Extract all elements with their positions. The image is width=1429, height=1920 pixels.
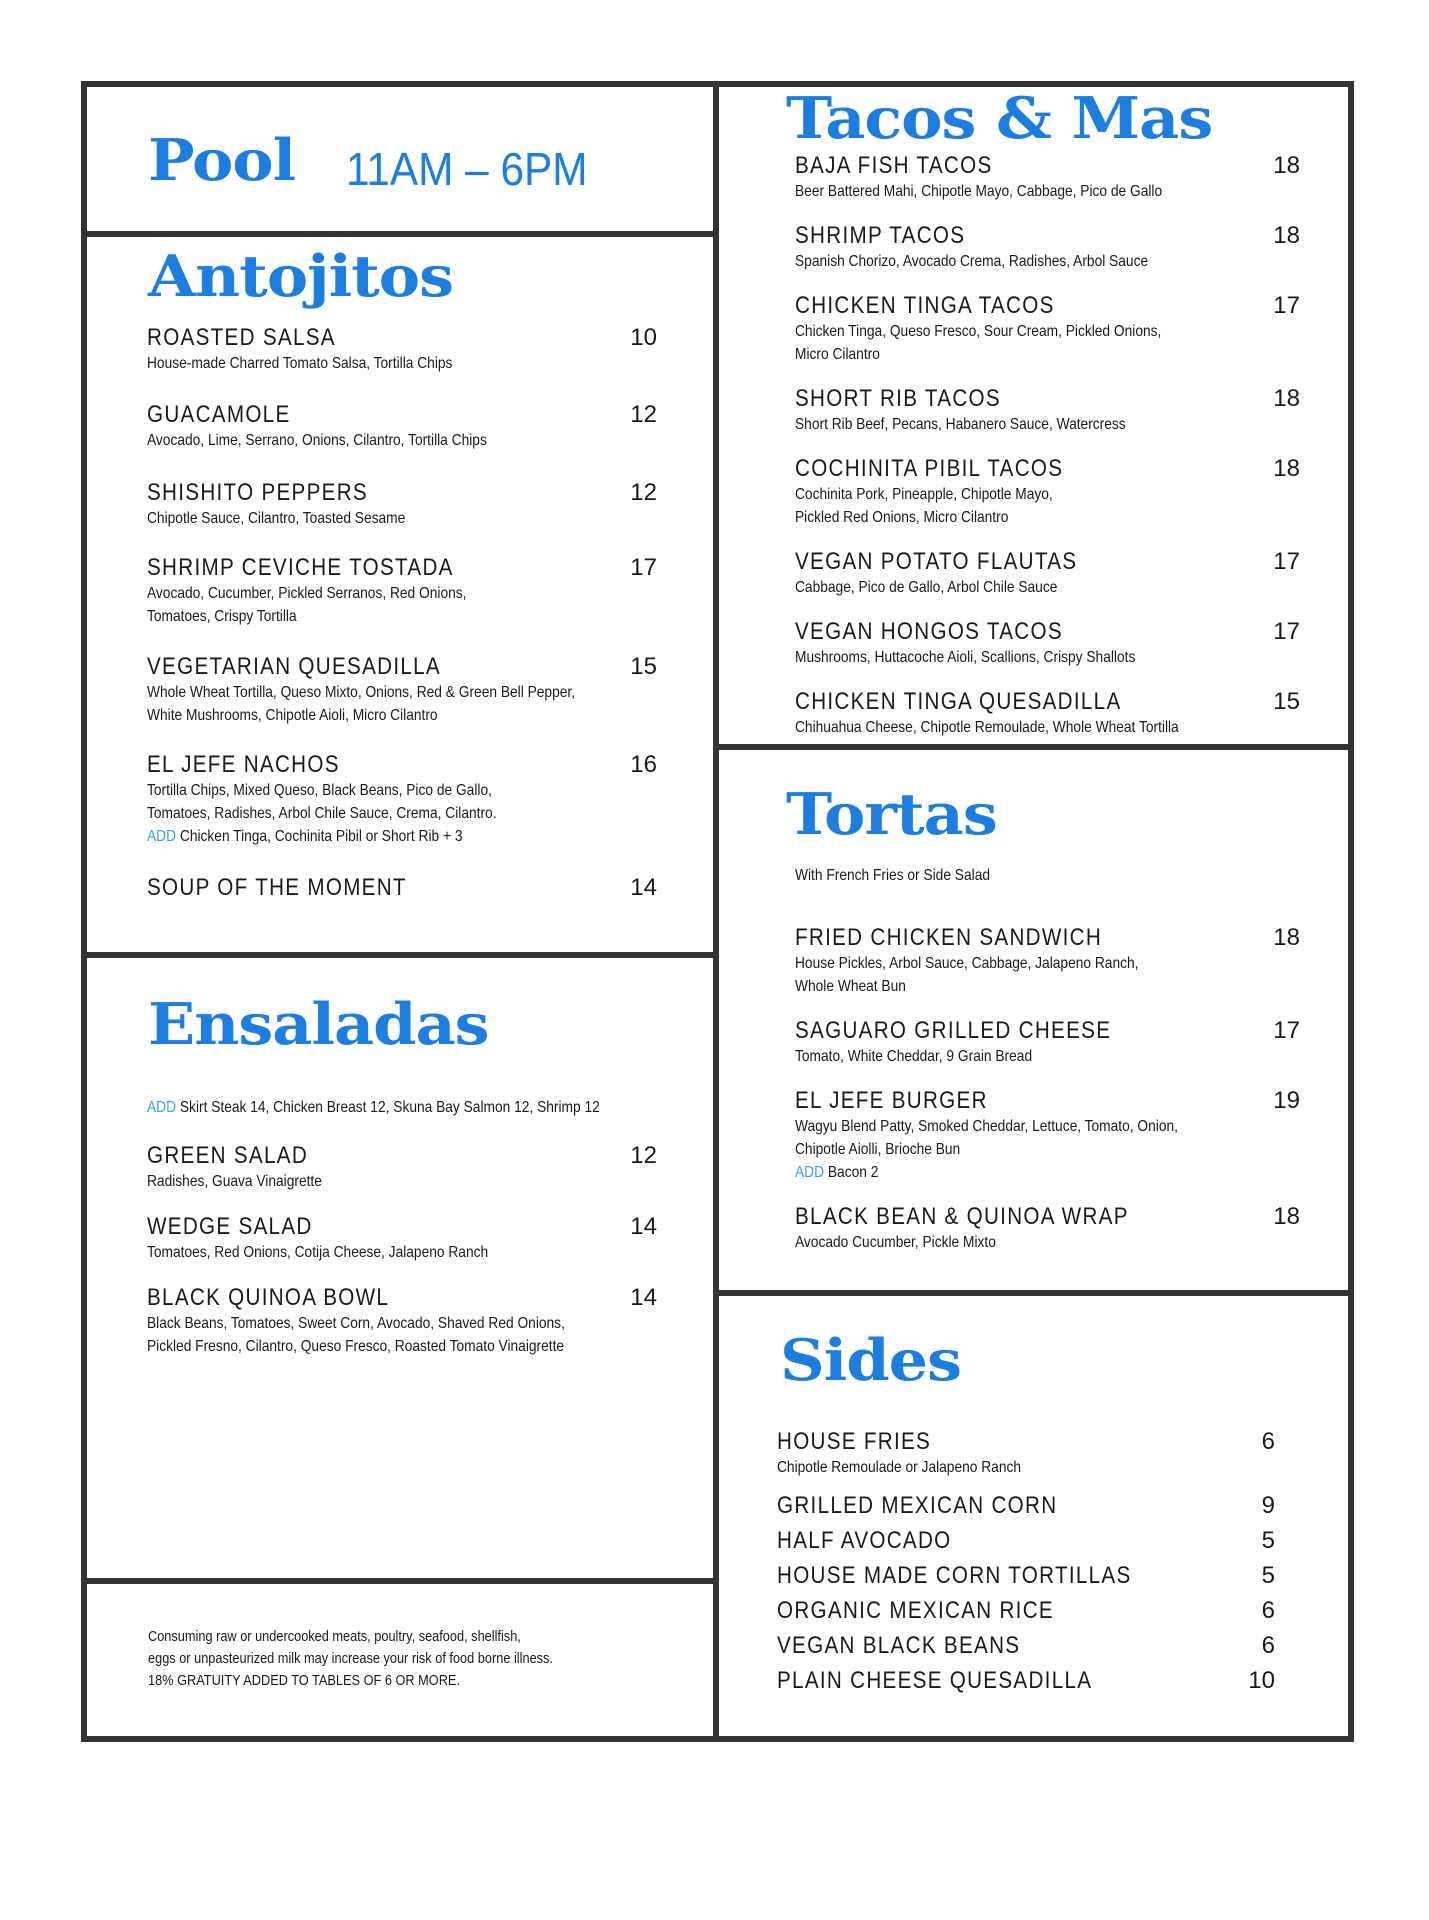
menu-item-row xyxy=(777,1562,1275,1590)
tacos-list xyxy=(795,152,1300,739)
menu-item-row xyxy=(777,1492,1275,1520)
menu-item-price: 14 xyxy=(630,1213,657,1240)
sides-list xyxy=(777,1428,1275,1695)
add-text: Bacon 2 xyxy=(827,1164,879,1181)
menu-item-row xyxy=(147,1213,657,1241)
ensaladas-add-label: ADD xyxy=(147,1099,177,1116)
menu-item-row xyxy=(147,324,657,352)
ensaladas-title: Ensaladas xyxy=(148,990,489,1058)
menu-item-row xyxy=(147,874,657,902)
menu-item-price: 10 xyxy=(630,324,657,351)
menu-item-description: Beer Battered Mahi, Chipotle Mayo, Cabbage, Pico de Gallo xyxy=(795,183,1163,200)
column-divider xyxy=(713,81,719,1742)
menu-item xyxy=(777,1597,1275,1625)
menu-item-row xyxy=(795,152,1300,180)
menu-item-description: Chihuahua Cheese, Chipotle Remoulade, Whole Wheat Tortilla xyxy=(795,719,1179,736)
pool-hours: 11AM – 6PM xyxy=(346,143,588,195)
menu-item-price: 18 xyxy=(1273,222,1300,249)
menu-item-name: BLACK QUINOA BOWL xyxy=(147,1284,390,1311)
menu-item-description: Chipotle Aiolli, Brioche Bun xyxy=(795,1141,961,1158)
menu-item xyxy=(795,618,1300,669)
menu-item xyxy=(795,548,1300,599)
menu-item-row xyxy=(777,1597,1275,1625)
menu-item-name: VEGAN POTATO FLAUTAS xyxy=(795,548,1078,575)
menu-item-add-on xyxy=(147,825,586,848)
menu-item-description: Cabbage, Pico de Gallo, Arbol Chile Sauce xyxy=(795,579,1058,596)
divider-ensaladas xyxy=(81,1578,717,1584)
sides-title: Sides xyxy=(780,1326,962,1394)
divider-pool xyxy=(81,231,717,237)
menu-item xyxy=(795,152,1300,203)
menu-item-price: 16 xyxy=(630,751,657,778)
menu-item-row xyxy=(147,1142,657,1170)
menu-item-name: SHRIMP CEVICHE TOSTADA xyxy=(147,554,454,581)
menu-item-row xyxy=(795,1203,1300,1231)
ensaladas-add-text: Skirt Steak 14, Chicken Breast 12, Skuna Bay Salmon 12, Shrimp 12 xyxy=(179,1099,600,1116)
menu-item-price: 18 xyxy=(1273,1203,1300,1230)
menu-item xyxy=(795,924,1300,998)
menu-item-row xyxy=(777,1667,1275,1695)
menu-item-add-on xyxy=(795,1161,1229,1184)
menu-item-row xyxy=(795,924,1300,952)
ensaladas-add-line xyxy=(147,1096,600,1119)
menu-item xyxy=(795,1203,1300,1254)
menu-item-name: BAJA FISH TACOS xyxy=(795,152,993,179)
menu-item-price: 19 xyxy=(1273,1087,1300,1114)
antojitos-title: Antojitos xyxy=(148,242,454,310)
menu-item-description: Tomatoes, Red Onions, Cotija Cheese, Jalapeno Ranch xyxy=(147,1244,489,1261)
menu-item-description: House-made Charred Tomato Salsa, Tortilla Chips xyxy=(147,355,453,372)
menu-item-price: 6 xyxy=(1261,1597,1275,1624)
menu-item xyxy=(147,401,657,452)
tacos-section xyxy=(786,84,1300,736)
menu-item xyxy=(777,1492,1275,1520)
menu-item xyxy=(795,385,1300,436)
menu-item-name: VEGAN HONGOS TACOS xyxy=(795,618,1063,645)
ensaladas-list xyxy=(147,1142,657,1358)
menu-item-row xyxy=(777,1527,1275,1555)
menu-item xyxy=(795,455,1300,529)
menu-item-row xyxy=(147,653,657,681)
menu-item-description: Spanish Chorizo, Avocado Crema, Radishes, Arbol Sauce xyxy=(795,253,1149,270)
menu-item-description: Cochinita Pork, Pineapple, Chipotle Mayo, xyxy=(795,486,1053,503)
menu-item-price: 17 xyxy=(1273,618,1300,645)
tortas-list xyxy=(795,924,1300,1254)
menu-item-row xyxy=(795,1017,1300,1045)
menu-item-name: SHRIMP TACOS xyxy=(795,222,966,249)
tortas-title: Tortas xyxy=(786,780,997,848)
menu-item-row xyxy=(795,455,1300,483)
tortas-subtitle: With French Fries or Side Salad xyxy=(795,867,991,884)
menu-item-description: White Mushrooms, Chipotle Aioli, Micro Cilantro xyxy=(147,707,438,724)
menu-item-description: Radishes, Guava Vinaigrette xyxy=(147,1173,322,1190)
menu-item xyxy=(777,1562,1275,1590)
menu-item-price: 17 xyxy=(1273,1017,1300,1044)
disclaimer-line: eggs or unpasteurized milk may increase your risk of food borne illness. xyxy=(148,1651,553,1667)
menu-item-description: Avocado Cucumber, Pickle Mixto xyxy=(795,1234,996,1251)
menu-item-name: FRIED CHICKEN SANDWICH xyxy=(795,924,1103,951)
menu-item xyxy=(147,324,657,375)
antojitos-section xyxy=(147,242,658,901)
disclaimer-line: 18% GRATUITY ADDED TO TABLES OF 6 OR MORE. xyxy=(148,1673,461,1689)
menu-item-description: Avocado, Lime, Serrano, Onions, Cilantro, Tortilla Chips xyxy=(147,432,487,449)
divider-antojitos xyxy=(81,952,717,958)
menu-item xyxy=(777,1428,1275,1479)
menu-item xyxy=(147,751,657,848)
menu-item-price: 15 xyxy=(1273,688,1300,715)
menu-item-name: GREEN SALAD xyxy=(147,1142,309,1169)
menu-item-price: 18 xyxy=(1273,924,1300,951)
menu-item-name: VEGETARIAN QUESADILLA xyxy=(147,653,441,680)
menu-item-row xyxy=(795,385,1300,413)
menu-item xyxy=(147,1284,657,1358)
disclaimer xyxy=(148,1626,688,1692)
divider-tortas xyxy=(716,1290,1354,1296)
menu-item-name: ROASTED SALSA xyxy=(147,324,336,351)
menu-item-name: SHISHITO PEPPERS xyxy=(147,479,368,506)
menu-item-name: CHICKEN TINGA TACOS xyxy=(795,292,1055,319)
add-text: Chicken Tinga, Cochinita Pibil or Short Rib + 3 xyxy=(179,828,463,845)
menu-item-description: Tomato, White Cheddar, 9 Grain Bread xyxy=(795,1048,1033,1065)
menu-item-price: 12 xyxy=(630,1142,657,1169)
menu-item-name: COCHINITA PIBIL TACOS xyxy=(795,455,1064,482)
menu-item-price: 12 xyxy=(630,479,657,506)
menu-item-description: Micro Cilantro xyxy=(795,346,880,363)
menu-item-name: BLACK BEAN & QUINOA WRAP xyxy=(795,1203,1129,1230)
menu-item-name: HOUSE FRIES xyxy=(777,1428,932,1455)
menu-item-price: 5 xyxy=(1261,1562,1275,1589)
menu-item-row xyxy=(147,401,657,429)
disclaimer-line: Consuming raw or undercooked meats, poultry, seafood, shellfish, xyxy=(148,1629,521,1645)
menu-item-description: Wagyu Blend Patty, Smoked Cheddar, Lettuce, Tomato, Onion, xyxy=(795,1118,1178,1135)
add-label: ADD xyxy=(795,1164,825,1181)
menu-item-row xyxy=(777,1428,1275,1456)
menu-item-description: Whole Wheat Bun xyxy=(795,978,906,995)
menu-item-price: 12 xyxy=(630,401,657,428)
menu-item-row xyxy=(795,292,1300,320)
menu-item-row xyxy=(777,1632,1275,1660)
divider-tacos xyxy=(716,744,1354,750)
menu-item xyxy=(777,1527,1275,1555)
menu-item-price: 14 xyxy=(630,1284,657,1311)
menu-item-price: 18 xyxy=(1273,385,1300,412)
menu-item xyxy=(147,554,657,628)
menu-item-description: Chipotle Sauce, Cilantro, Toasted Sesame xyxy=(147,510,406,527)
menu-item-name: GRILLED MEXICAN CORN xyxy=(777,1492,1058,1519)
menu-item-price: 6 xyxy=(1261,1632,1275,1659)
menu-item-row xyxy=(795,548,1300,576)
menu-item-row xyxy=(795,688,1300,716)
menu-item-row xyxy=(147,751,657,779)
menu-item-description: Black Beans, Tomatoes, Sweet Corn, Avocado, Shaved Red Onions, xyxy=(147,1315,565,1332)
menu-item-row xyxy=(147,479,657,507)
menu-item-price: 18 xyxy=(1273,455,1300,482)
menu-item-name: EL JEFE NACHOS xyxy=(147,751,340,778)
menu-item-row xyxy=(795,1087,1300,1115)
menu-item-description: Tortilla Chips, Mixed Queso, Black Beans, Pico de Gallo, xyxy=(147,782,492,799)
menu-item xyxy=(795,1087,1300,1184)
add-label: ADD xyxy=(147,828,177,845)
menu-item xyxy=(147,653,657,727)
pool-title: Pool xyxy=(148,126,296,194)
menu-item-name: SOUP OF THE MOMENT xyxy=(147,874,407,901)
menu-item-name: CHICKEN TINGA QUESADILLA xyxy=(795,688,1122,715)
menu-item-name: GUACAMOLE xyxy=(147,401,291,428)
sides-section xyxy=(777,1326,1278,1694)
antojitos-list xyxy=(147,324,657,902)
menu-item-price: 15 xyxy=(630,653,657,680)
menu-item-name: EL JEFE BURGER xyxy=(795,1087,988,1114)
menu-item-price: 6 xyxy=(1261,1428,1275,1455)
menu-item-row xyxy=(147,554,657,582)
menu-item-description: Mushrooms, Huttacoche Aioli, Scallions, Crispy Shallots xyxy=(795,649,1136,666)
menu-item-price: 9 xyxy=(1261,1492,1275,1519)
menu-item-description: Avocado, Cucumber, Pickled Serranos, Red Onions, xyxy=(147,585,467,602)
menu-item-description: Tomatoes, Crispy Tortilla xyxy=(147,608,297,625)
menu-item-description: Pickled Red Onions, Micro Cilantro xyxy=(795,509,1009,526)
menu-item-price: 10 xyxy=(1248,1667,1275,1694)
menu-item xyxy=(147,1213,657,1264)
menu-item xyxy=(795,222,1300,273)
menu-item xyxy=(777,1667,1275,1695)
menu-item-description: Chicken Tinga, Queso Fresco, Sour Cream, Pickled Onions, xyxy=(795,323,1162,340)
menu-item-name: HOUSE MADE CORN TORTILLAS xyxy=(777,1562,1132,1589)
menu-item-description: Pickled Fresno, Cilantro, Queso Fresco, Roasted Tomato Vinaigrette xyxy=(147,1338,565,1355)
menu-item-description: Whole Wheat Tortilla, Queso Mixto, Onions, Red & Green Bell Pepper, xyxy=(147,684,576,701)
pool-header xyxy=(148,128,668,208)
menu-item-price: 5 xyxy=(1261,1527,1275,1554)
tacos-title: Tacos & Mas xyxy=(786,84,1213,152)
menu-item-price: 17 xyxy=(1273,292,1300,319)
menu-item xyxy=(147,874,657,902)
menu-item-price: 17 xyxy=(630,554,657,581)
menu-item-name: SAGUARO GRILLED CHEESE xyxy=(795,1017,1112,1044)
menu-item-description: Chipotle Remoulade or Jalapeno Ranch xyxy=(777,1459,1022,1476)
menu-item-description: Short Rib Beef, Pecans, Habanero Sauce, Watercress xyxy=(795,416,1126,433)
menu-item-name: VEGAN BLACK BEANS xyxy=(777,1632,1021,1659)
menu-item xyxy=(795,292,1300,366)
menu-item xyxy=(147,1142,657,1193)
menu-item-row xyxy=(147,1284,657,1312)
menu-item-name: SHORT RIB TACOS xyxy=(795,385,1001,412)
menu-item-name: WEDGE SALAD xyxy=(147,1213,313,1240)
tortas-section xyxy=(786,780,1300,1251)
menu-item-row xyxy=(795,618,1300,646)
menu-item-name: PLAIN CHEESE QUESADILLA xyxy=(777,1667,1093,1694)
menu-item xyxy=(777,1632,1275,1660)
menu-item-price: 18 xyxy=(1273,152,1300,179)
ensaladas-section xyxy=(147,990,658,1355)
menu-item-price: 14 xyxy=(630,874,657,901)
menu-item xyxy=(795,688,1300,739)
menu-item xyxy=(795,1017,1300,1068)
menu-item-name: ORGANIC MEXICAN RICE xyxy=(777,1597,1054,1624)
menu-item-description: House Pickles, Arbol Sauce, Cabbage, Jalapeno Ranch, xyxy=(795,955,1139,972)
menu-item-name: HALF AVOCADO xyxy=(777,1527,952,1554)
menu-item xyxy=(147,479,657,530)
menu-item-price: 17 xyxy=(1273,548,1300,575)
menu-item-row xyxy=(795,222,1300,250)
menu-item-description: Tomatoes, Radishes, Arbol Chile Sauce, Crema, Cilantro. xyxy=(147,805,497,822)
